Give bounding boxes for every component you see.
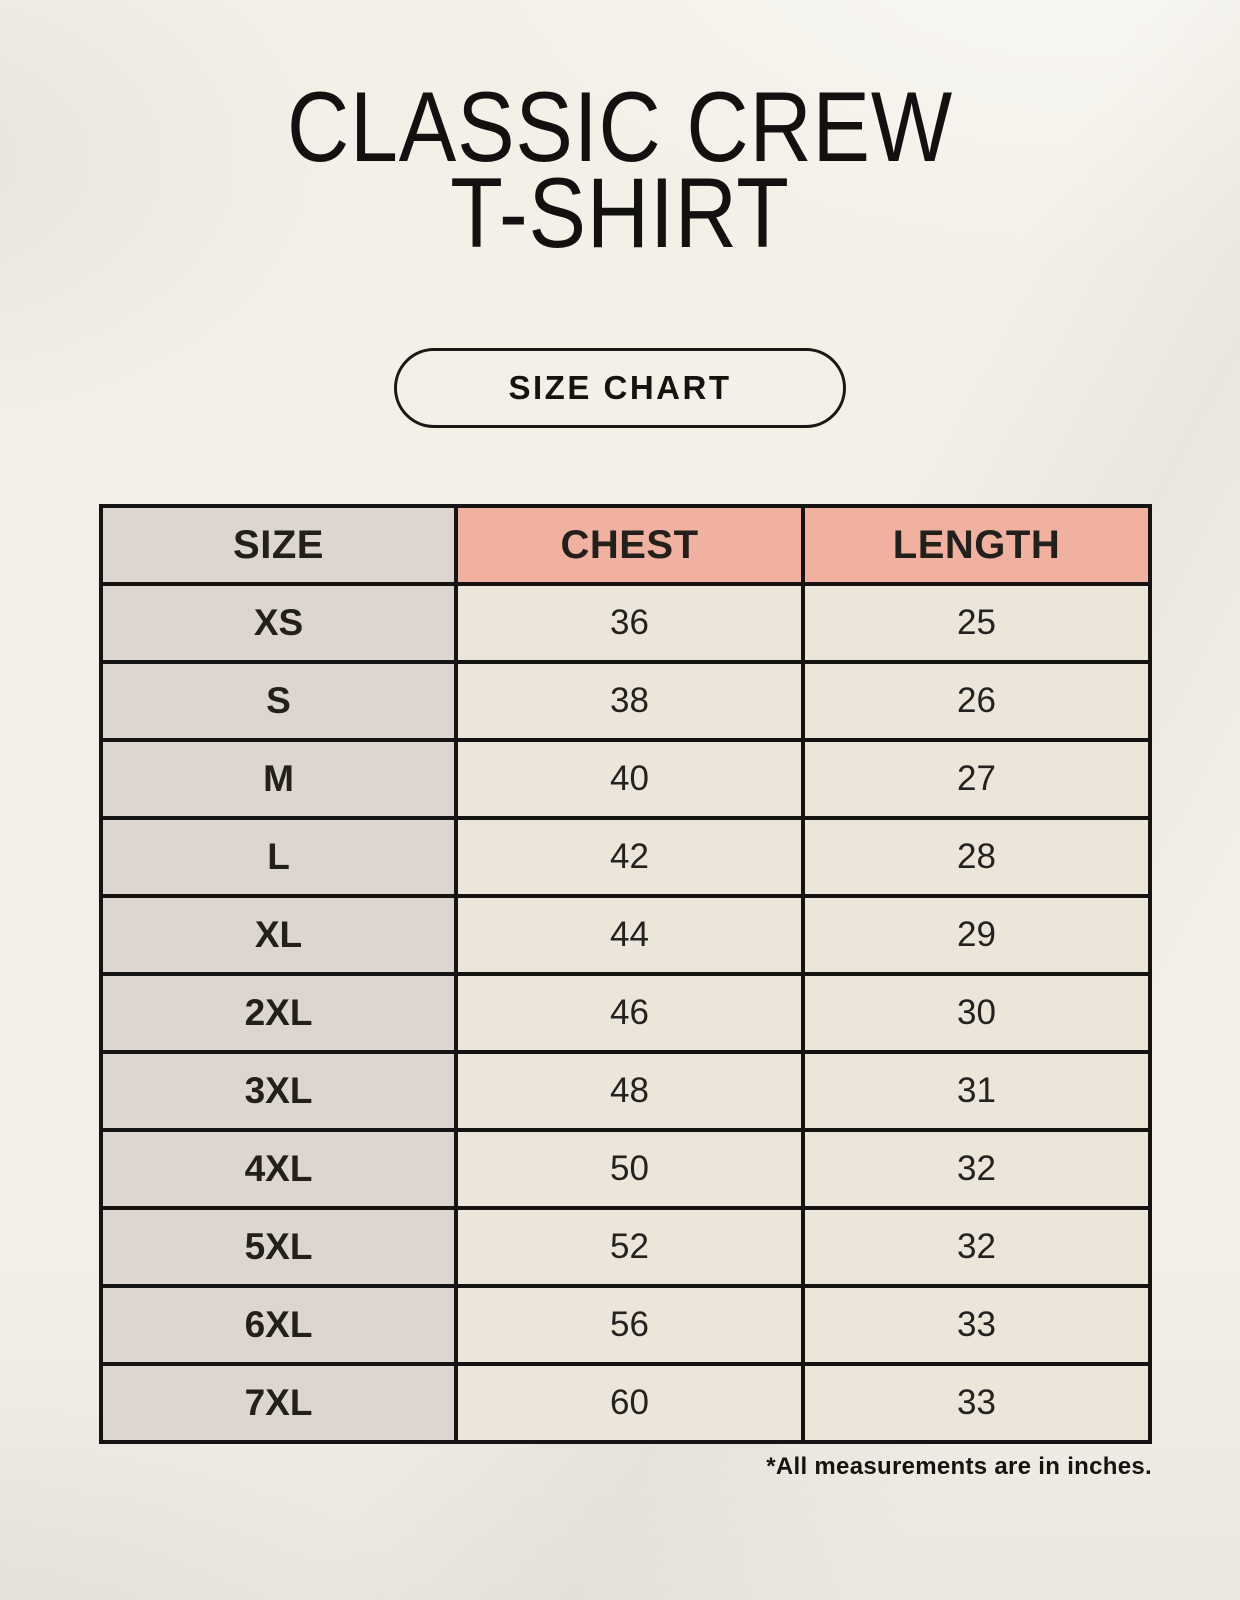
chest-value: 56 (456, 1286, 803, 1364)
chest-value: 46 (456, 974, 803, 1052)
table-row (101, 896, 1150, 974)
table-row (101, 662, 1150, 740)
size-label: 4XL (101, 1130, 456, 1208)
size-table-header (101, 506, 1150, 584)
table-row (101, 974, 1150, 1052)
size-chart-button[interactable] (394, 348, 846, 428)
chest-value: 36 (456, 584, 803, 662)
chest-value: 40 (456, 740, 803, 818)
length-value: 32 (803, 1208, 1150, 1286)
size-label: 6XL (101, 1286, 456, 1364)
length-value: 30 (803, 974, 1150, 1052)
size-label: XS (101, 584, 456, 662)
measurements-footnote: *All measurements are in inches. (766, 1453, 1152, 1481)
length-value: 33 (803, 1286, 1150, 1364)
size-table-body (101, 584, 1150, 1442)
table-row (101, 1364, 1150, 1442)
chest-value: 60 (456, 1364, 803, 1442)
page-title-line-1: CLASSIC CREW (286, 71, 954, 182)
chest-value: 48 (456, 1052, 803, 1130)
length-value: 32 (803, 1130, 1150, 1208)
chest-value: 44 (456, 896, 803, 974)
length-value: 28 (803, 818, 1150, 896)
chest-value: 38 (456, 662, 803, 740)
column-header-size: SIZE (101, 506, 456, 584)
length-value: 25 (803, 584, 1150, 662)
size-table (99, 504, 1152, 1444)
column-header-chest: CHEST (456, 506, 803, 584)
length-value: 29 (803, 896, 1150, 974)
size-chart-button-label: SIZE CHART (508, 369, 732, 407)
size-label: M (101, 740, 456, 818)
size-label: 2XL (101, 974, 456, 1052)
length-value: 27 (803, 740, 1150, 818)
size-table-header-row (101, 506, 1150, 584)
chest-value: 52 (456, 1208, 803, 1286)
length-value: 33 (803, 1364, 1150, 1442)
size-label: 3XL (101, 1052, 456, 1130)
table-row (101, 818, 1150, 896)
column-header-length: LENGTH (803, 506, 1150, 584)
chest-value: 50 (456, 1130, 803, 1208)
table-row (101, 1208, 1150, 1286)
size-label: S (101, 662, 456, 740)
length-value: 31 (803, 1052, 1150, 1130)
table-row (101, 1052, 1150, 1130)
page-title-line-2: T-SHIRT (450, 157, 790, 269)
size-label: 5XL (101, 1208, 456, 1286)
table-row (101, 1130, 1150, 1208)
size-label: L (101, 818, 456, 896)
table-row (101, 584, 1150, 662)
page-title (0, 71, 1240, 269)
table-row (101, 1286, 1150, 1364)
chest-value: 42 (456, 818, 803, 896)
table-row (101, 740, 1150, 818)
size-label: XL (101, 896, 456, 974)
length-value: 26 (803, 662, 1150, 740)
size-label: 7XL (101, 1364, 456, 1442)
